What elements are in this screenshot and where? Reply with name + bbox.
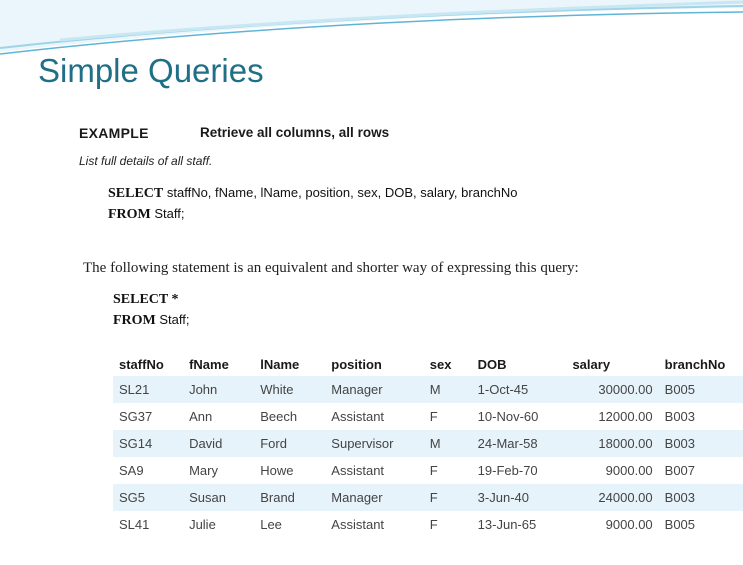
table-cell: Howe [260,463,294,478]
table-cell: 18000.00 [566,430,658,457]
table-row [113,376,743,403]
table-cell: 13-Jun-65 [477,517,537,532]
table-cell: B003 [664,409,696,424]
table-cell: Assistant [331,463,385,478]
table-cell: White [254,376,325,403]
table-cell: F [424,484,472,511]
table-cell: 12000.00 [598,409,653,424]
table-cell: F [429,409,438,424]
table-cell: 1-Oct-45 [472,376,567,403]
query2-from-line [113,312,190,329]
table-row [113,457,743,484]
table-cell: Assistant [331,517,385,532]
explanation-paragraph: The following statement is an equivalent and shorter way of expressing this query: [83,260,579,276]
table-cell: Beech [260,409,298,424]
table-header-row [113,352,743,376]
table-cell: Ford [254,430,325,457]
table-cell: B007 [664,463,696,478]
table-cell: 30000.00 [566,376,658,403]
table-row [113,403,743,430]
from-table: Staff; [150,206,185,221]
column-header: lName [260,356,300,372]
table-cell: B003 [659,430,743,457]
table-cell: 9000.00 [605,463,653,478]
select-keyword: SELECT [108,186,164,201]
page-title: Simple Queries [38,52,264,89]
table-cell: SL21 [113,376,183,403]
table-cell: Supervisor [325,430,423,457]
table-cell: SG14 [113,430,183,457]
column-header: fName [189,356,229,372]
column-header: salary [572,356,611,372]
table-cell: F [429,517,438,532]
table-cell: SG37 [119,409,153,424]
table-cell: B005 [664,517,696,532]
select-columns: staffNo, fName, lName, position, sex, DOB, salary, branchNo [163,185,518,200]
from-keyword: FROM [108,207,151,222]
query2-select-line [113,291,179,308]
table-cell: Manager [325,376,423,403]
table-cell: 19-Feb-70 [477,463,538,478]
table-cell: Ann [189,409,213,424]
from-keyword: FROM [113,313,156,328]
table-cell: Mary [189,463,218,478]
table-cell: B005 [659,376,743,403]
table-cell: B003 [659,484,743,511]
column-header: branchNo [664,356,726,372]
column-header: staffNo [119,356,164,372]
table-cell: 9000.00 [605,517,653,532]
table-cell: 24000.00 [566,484,658,511]
table-cell: 10-Nov-60 [477,409,539,424]
staff-result-table [113,352,743,538]
table-cell: M [424,376,472,403]
example-subtitle: List full details of all staff. [79,154,213,168]
table-cell: SL41 [119,517,150,532]
example-label: EXAMPLE [79,125,149,141]
example-title: Retrieve all columns, all rows [200,125,390,140]
table-row [113,484,743,511]
table-cell: SA9 [119,463,144,478]
table-cell: Assistant [331,409,385,424]
table-cell: Susan [183,484,254,511]
table-cell: 3-Jun-40 [472,484,567,511]
query1-select-line [108,185,518,202]
query1-from-line [108,206,185,223]
column-header: DOB [477,356,507,372]
column-header: sex [429,356,452,372]
table-row [113,430,743,457]
table-cell: David [183,430,254,457]
table-cell: F [429,463,438,478]
table-cell: John [183,376,254,403]
table-cell: M [424,430,472,457]
table-cell: Julie [189,517,216,532]
table-cell: 24-Mar-58 [472,430,567,457]
column-header: position [331,356,382,372]
select-star-keyword: SELECT * [113,292,179,307]
table-cell: Lee [260,517,282,532]
table-body [113,376,743,538]
from-table: Staff; [155,312,190,327]
decorative-wave-header [0,0,743,60]
table-cell: Brand [254,484,325,511]
table-cell: Manager [325,484,423,511]
table-cell: SG5 [113,484,183,511]
table-row [113,511,743,538]
